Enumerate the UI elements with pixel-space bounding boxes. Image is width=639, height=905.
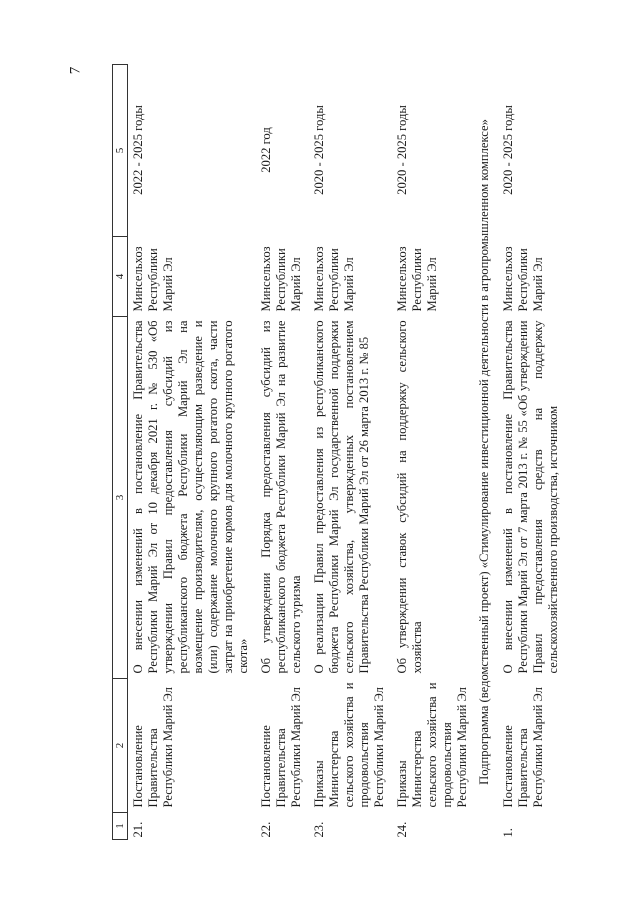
document-type: Постановление Правительства Республики Марий Эл <box>131 687 175 808</box>
measures-table <box>112 64 566 840</box>
document-title: О реализации Правил предоставления из республиканского бюджета Республики Марий Эл государственной поддержки сельского хозяйства, утвержденных постановлением Правительства Республики Марий Эл от 26 марта 2013 г. № 85 <box>312 320 371 674</box>
page-number: 7 <box>67 66 84 75</box>
table-row <box>128 65 257 840</box>
document-title: О внесении изменений в постановление Правительства Республики Марий Эл от 7 марта 2013 г. № 55 «Об утверждении Правил предоставления средств на поддержку сельскохозяйственного производства, источником <box>501 320 560 674</box>
table-row <box>498 65 566 840</box>
row-number: 23. <box>312 821 326 838</box>
executor: Минсельхоз Республики Марий Эл <box>131 246 175 312</box>
column-header-2: 2 <box>113 679 128 813</box>
executor: Минсельхоз Республики Марий Эл <box>312 246 356 312</box>
rotated-table-sheet <box>112 65 572 840</box>
term: 2022 год <box>259 127 273 173</box>
row-number: 1. <box>501 828 515 838</box>
table-row <box>256 65 309 840</box>
document-type: Постановление Правительства Республики Марий Эл <box>259 687 303 808</box>
term: 2020 - 2025 годы <box>312 105 326 195</box>
row-number: 22. <box>259 821 273 838</box>
term: 2022 - 2025 годы <box>131 105 145 195</box>
table-header-row <box>113 65 128 840</box>
document-type: Приказы Министерства сельского хозяйства и продовольствия Республики Марий Эл <box>395 682 469 808</box>
subprogram-heading: Подпрограмма (ведомственный проект) «Стимулирование инвестиционной деятельности в агропромышленном комплексе» <box>477 119 491 785</box>
column-header-4: 4 <box>113 237 128 317</box>
document-type: Постановление Правительства Республики Марий Эл <box>501 687 545 808</box>
term: 2020 - 2025 годы <box>395 105 409 195</box>
subprogram-heading-row <box>475 65 498 840</box>
table-row <box>392 65 475 840</box>
document-type: Приказы Министерства сельского хозяйства и продовольствия Республики Марий Эл <box>312 682 386 808</box>
executor: Минсельхоз Республики Марий Эл <box>259 246 303 312</box>
executor: Минсельхоз Республики Марий Эл <box>395 246 439 312</box>
column-header-1: 1 <box>113 813 128 840</box>
table-row <box>309 65 392 840</box>
term: 2020 - 2025 годы <box>501 105 515 195</box>
document-title: Об утверждении ставок субсидий на поддержку сельского хозяйства <box>395 320 424 674</box>
column-header-3: 3 <box>113 317 128 679</box>
document-title: О внесении изменений в постановление Правительства Республики Марий Эл от 10 декабря 2021 г. № 530 «Об утверждении Правил предоставления субсидий из республиканского бюджета Республики Марий Эл на возмещение производителям, осуществляющим разведение и (или) содержание молочного крупного рогатого скота, части затрат на приобретение кормов для молочного крупного рогатого скота» <box>131 320 250 674</box>
executor: Минсельхоз Республики Марий Эл <box>501 246 545 312</box>
document-title: Об утверждении Порядка предоставления субсидий из республиканского бюджета Республики Марий Эл на развитие сельского туризма <box>259 320 303 674</box>
row-number: 21. <box>131 821 145 838</box>
row-number: 24. <box>395 821 409 838</box>
column-header-5: 5 <box>113 65 128 237</box>
